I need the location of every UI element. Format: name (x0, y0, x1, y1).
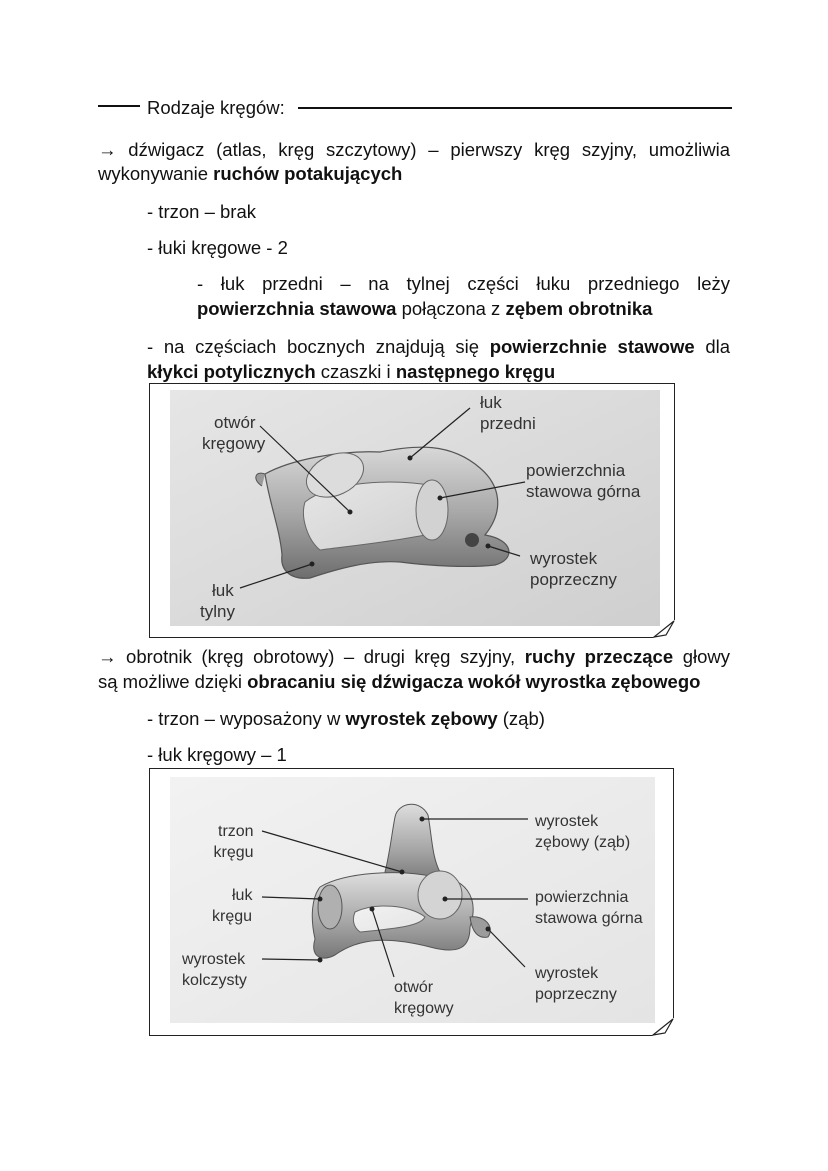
atlas-sub-line2 (197, 297, 652, 321)
atlas-intro-bold: ruchów potakujących (213, 163, 403, 184)
atlas-lateral-plain2: czaszki i (315, 361, 396, 382)
axis-body-plain: - trzon – wyposażony w (147, 708, 346, 729)
atlas-label-facet: powierzchnia stawowa górna (526, 461, 641, 501)
page-curl-icon (651, 1017, 675, 1037)
axis-intro-bold: ruchy przeczące (524, 646, 674, 667)
atlas-sub-bold1: powierzchnia stawowa (197, 298, 397, 319)
axis-label-facet: powierzchnia stawowa górna (535, 889, 643, 927)
atlas-figure (149, 383, 675, 638)
atlas-bullet-arches: - łuki kręgowe - 2 (147, 237, 288, 258)
atlas-label-anterior-arch: łuk przedni (480, 393, 536, 433)
axis-label-body: trzon kręgu (213, 823, 254, 861)
atlas-label-transverse: wyrostek poprzeczny (530, 549, 617, 589)
axis-intro-plain2: są możliwe dzięki (98, 671, 248, 692)
heading-rule-right (298, 107, 732, 109)
heading-rule-left (98, 105, 140, 107)
atlas-lateral-plain: - na częściach bocznych znajdują się (147, 336, 490, 357)
axis-label-spinous: wyrostek kolczysty (182, 951, 247, 989)
atlas-lateral-bold1: kłykci potylicznych (147, 361, 316, 382)
axis-label-transverse: wyrostek poprzeczny (535, 965, 617, 1003)
atlas-lateral-end: dla (694, 336, 731, 357)
atlas-lateral-line1 (147, 335, 730, 359)
axis-intro-end: głowy (673, 646, 730, 667)
atlas-label-foramen: otwór kręgowy (202, 413, 266, 453)
atlas-label-posterior-arch: łuk tylny (200, 581, 235, 621)
atlas-intro-line1: → dźwigacz (atlas, kręg szczytowy) – pierwszy kręg szyjny, umożliwia (98, 139, 730, 160)
atlas-bullet-body: - trzon – brak (147, 201, 256, 222)
section-heading: Rodzaje kręgów: (147, 97, 285, 118)
atlas-lateral-line2 (147, 360, 555, 384)
axis-label-dens: wyrostek zębowy (ząb) (535, 813, 631, 851)
atlas-lateral-bold2: następnego kręgu (395, 361, 556, 382)
axis-bullet-arch: - łuk kręgowy – 1 (147, 744, 287, 765)
axis-figure (149, 768, 674, 1036)
axis-body-bold: wyrostek zębowy (345, 708, 498, 729)
atlas-sub-plain: połączona z (396, 298, 506, 319)
axis-label-arch: łuk kręgu (212, 887, 253, 925)
axis-intro-line2 (98, 670, 700, 694)
axis-label-foramen: otwór kręgowy (394, 979, 454, 1017)
atlas-intro-line2 (98, 162, 402, 186)
atlas-sub-line1: - łuk przedni – na tylnej części łuku przedniego leży (197, 273, 730, 294)
axis-intro-plain: → obrotnik (kręg obrotowy) – drugi kręg szyjny, (98, 646, 525, 667)
axis-intro-line1 (98, 645, 730, 669)
atlas-sub-bold2: zębem obrotnika (505, 298, 653, 319)
axis-bullet-body (147, 707, 545, 731)
atlas-intro-plain: wykonywanie (98, 163, 214, 184)
axis-body-end: (ząb) (497, 708, 545, 729)
page-curl-icon (652, 619, 676, 639)
axis-intro-bold2: obracaniu się dźwigacza wokół wyrostka zębowego (247, 671, 701, 692)
atlas-lateral-bold: powierzchnie stawowe (489, 336, 695, 357)
